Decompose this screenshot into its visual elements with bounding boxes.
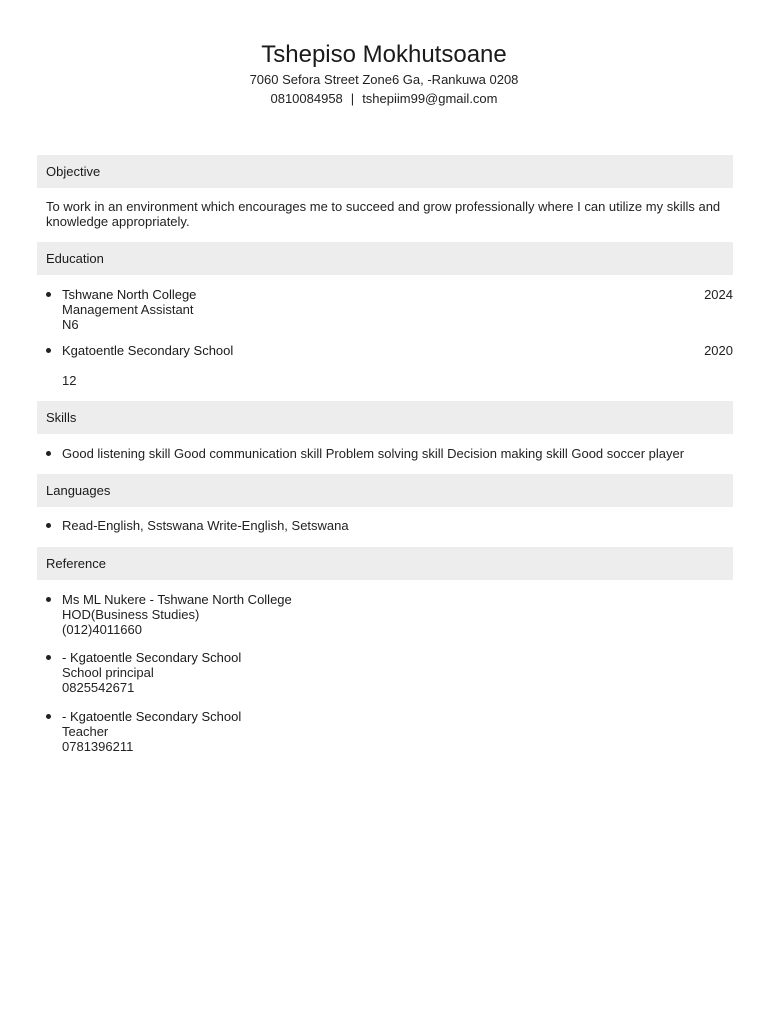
section-heading-reference: Reference [37, 547, 733, 580]
reference-entry [46, 592, 733, 637]
section-heading-objective: Objective [37, 155, 733, 188]
languages-item [46, 518, 733, 533]
reference-name: - Kgatoentle Secondary School [62, 709, 242, 724]
qualification: Management Assistant [62, 302, 194, 317]
objective-text: To work in an environment which encourages me to succeed and grow professionally where I can utilize my skills and knowledge appropriately. [46, 199, 721, 229]
reference-role: School principal [62, 665, 154, 680]
bullet [46, 451, 51, 456]
bullet [46, 292, 51, 297]
institution-name: Kgatoentle Secondary School [62, 343, 234, 358]
contact-line [0, 89, 768, 108]
reference-phone: 0781396211 [62, 739, 134, 754]
languages-text: Read-English, Sstswana Write-English, Setswana [62, 518, 349, 533]
section-heading-education: Education [37, 242, 733, 275]
qualification-level: 12 [62, 373, 77, 388]
skills-item [46, 446, 733, 461]
bullet [46, 597, 51, 602]
phone-number: 0810084958 [270, 91, 343, 106]
bullet [46, 655, 51, 660]
reference-entry [46, 709, 733, 754]
bullet [46, 714, 51, 719]
qualification-level: N6 [62, 317, 79, 332]
section-heading-skills: Skills [37, 401, 733, 434]
institution-name: Tshwane North College [62, 287, 197, 302]
reference-name: - Kgatoentle Secondary School [62, 650, 242, 665]
reference-phone: (012)4011660 [62, 622, 142, 637]
address: 7060 Sefora Street Zone6 Ga, -Rankuwa 0208 [249, 72, 519, 87]
education-year: 2020 [704, 343, 733, 358]
reference-name: Ms ML Nukere - Tshwane North College [62, 592, 292, 607]
email-address: tshepiim99@gmail.com [362, 91, 498, 106]
bullet [46, 348, 51, 353]
bullet [46, 523, 51, 528]
resume-header [0, 40, 768, 108]
education-entry [46, 343, 733, 388]
education-year: 2024 [704, 287, 733, 302]
reference-entry [46, 650, 733, 695]
contact-separator: | [350, 91, 355, 106]
reference-role: HOD(Business Studies) [62, 607, 200, 622]
reference-role: Teacher [62, 724, 109, 739]
reference-phone: 0825542671 [62, 680, 135, 695]
skills-text: Good listening skill Good communication skill Problem solving skill Decision making skill Good soccer player [62, 446, 685, 461]
candidate-name: Tshepiso Mokhutsoane [261, 41, 507, 68]
section-heading-languages: Languages [37, 474, 733, 507]
qualification [62, 358, 733, 373]
education-entry [46, 287, 733, 332]
